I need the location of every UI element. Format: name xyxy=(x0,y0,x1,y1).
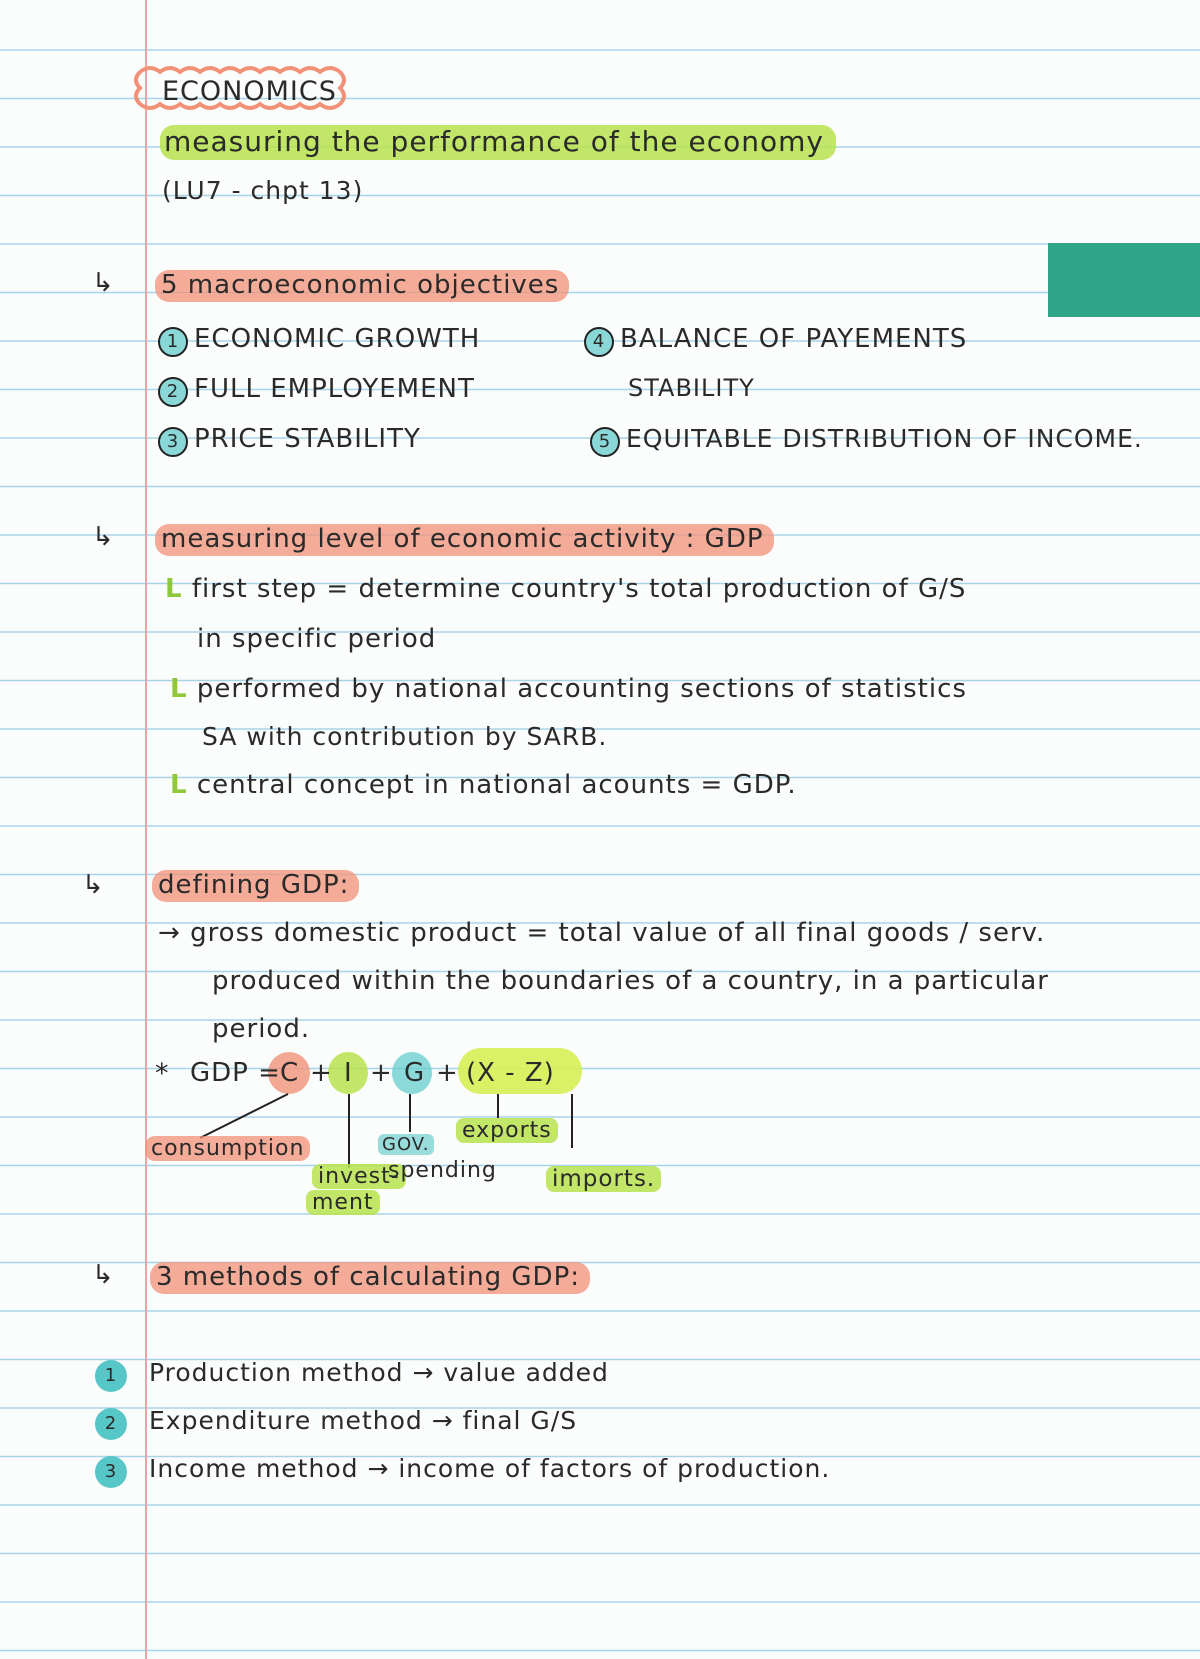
defining-line: produced within the boundaries of a country, in a particular xyxy=(212,966,1049,996)
objective-item: 2 FULL EMPLOYEMENT xyxy=(158,376,475,407)
number-badge: 1 xyxy=(95,1360,127,1392)
measuring-line: L first step = determine country's total production of G/S xyxy=(165,574,967,604)
label-imports: imports. xyxy=(546,1168,661,1191)
arrow-icon: ↳ xyxy=(92,268,115,298)
label-investment: invest- xyxy=(312,1166,406,1188)
title-heading: ECONOMICS xyxy=(162,76,337,107)
formula-c: C xyxy=(280,1058,300,1088)
measuring-heading: measuring level of economic activity : GDP xyxy=(155,526,774,552)
label-gov: GOV. xyxy=(378,1136,434,1154)
arrow-icon: ↳ xyxy=(82,870,105,900)
formula-plus: + xyxy=(310,1058,333,1088)
formula-lhs: GDP = xyxy=(190,1058,281,1088)
objectives-heading: 5 macroeconomic objectives xyxy=(155,272,569,298)
label-consumption: consumption xyxy=(145,1138,310,1160)
formula-star: * xyxy=(155,1058,170,1089)
label-investment-cont: ment xyxy=(306,1192,380,1214)
objective-item: 4 BALANCE OF PAYEMENTS xyxy=(584,326,967,357)
chapter-ref: (LU7 - chpt 13) xyxy=(162,176,364,205)
method-item: 2 Expenditure method → final G/S xyxy=(95,1408,577,1440)
subtitle: measuring the performance of the economy xyxy=(160,128,836,156)
method-item: 1 Production method → value added xyxy=(95,1360,609,1392)
measuring-line: SA with contribution by SARB. xyxy=(202,722,608,751)
number-badge: 1 xyxy=(158,327,188,357)
measuring-line: L central concept in national acounts = GDP. xyxy=(170,770,797,800)
number-badge: 2 xyxy=(95,1408,127,1440)
defining-heading: defining GDP: xyxy=(152,872,359,898)
objective-item: 1 ECONOMIC GROWTH xyxy=(158,326,480,357)
label-gov-spending: spending xyxy=(388,1158,497,1183)
arrow-icon: ↳ xyxy=(92,1260,115,1290)
objective-item: 3 PRICE STABILITY xyxy=(158,426,421,457)
objective-item: 5 EQUITABLE DISTRIBUTION OF INCOME. xyxy=(590,426,1143,457)
formula-i: I xyxy=(344,1058,353,1088)
methods-heading: 3 methods of calculating GDP: xyxy=(150,1264,590,1290)
arrow-icon: ↳ xyxy=(92,522,115,552)
defining-line: → gross domestic product = total value of all final goods / serv. xyxy=(158,918,1046,948)
formula-plus: + xyxy=(436,1058,459,1088)
number-badge: 3 xyxy=(158,427,188,457)
formula-g: G xyxy=(404,1058,426,1088)
measuring-line: in specific period xyxy=(197,624,437,654)
number-badge: 5 xyxy=(590,427,620,457)
formula-plus: + xyxy=(370,1058,393,1088)
measuring-line: L performed by national accounting sections of statistics xyxy=(170,674,967,704)
objective-item-continued: STABILITY xyxy=(628,374,755,402)
formula-xz: (X - Z) xyxy=(466,1058,555,1088)
number-badge: 3 xyxy=(95,1456,127,1488)
label-exports: exports xyxy=(456,1120,558,1142)
defining-line: period. xyxy=(212,1014,311,1044)
number-badge: 4 xyxy=(584,327,614,357)
method-item: 3 Income method → income of factors of production. xyxy=(95,1456,830,1488)
number-badge: 2 xyxy=(158,377,188,407)
